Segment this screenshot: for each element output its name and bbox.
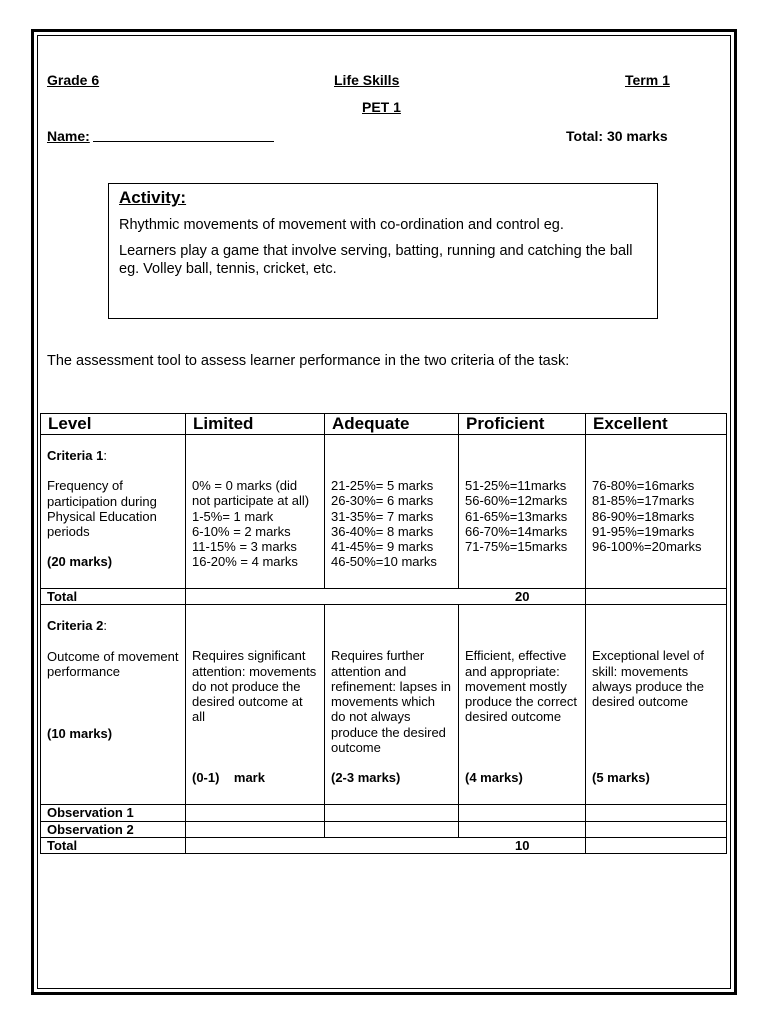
criteria-2-title: Criteria 2: [47,618,107,634]
proficient-band: 66-70%=14marks [465,523,568,539]
header-level: Level [41,414,186,435]
criteria-2-marks: (10 marks) [47,726,113,742]
adequate-band: 41-45%= 9 marks [331,539,434,555]
excellent-descriptor: Exceptional level of skill: movements always produce the desired outcome [592,648,705,710]
excellent-band: 76-80%=16marks [592,478,695,493]
criteria-2-row [41,605,727,805]
criteria-1-total-blank[interactable] [586,589,727,605]
criteria-1-excellent [586,435,727,589]
adequate-descriptor: Requires further attention and refinement: lapses in movements which do not always produce the desired outcome [331,648,451,756]
activity-title: Activity: [119,188,187,207]
observation-1-cell[interactable] [586,805,727,821]
adequate-band: 21-25%= 5 marks [331,478,434,493]
limited-band: 1-5%= 1 mark [192,508,274,524]
criteria-1-proficient [459,435,586,589]
criteria-1-limited [186,435,325,589]
total-marks: Total: 30 marks [566,128,668,144]
limited-band: 11-15% = 3 marks [192,539,297,555]
observation-2-cell[interactable] [325,821,459,837]
observation-1-cell[interactable] [459,805,586,821]
observation-2-cell[interactable] [459,821,586,837]
subject-label: Life Skills [334,72,400,88]
observation-1-row [41,805,727,821]
criteria-2-limited [186,605,325,805]
observation-1-cell[interactable] [325,805,459,821]
criteria-1-marks: (20 marks) [47,554,113,570]
excellent-band: 91-95%=19marks [592,523,695,539]
adequate-band: 36-40%= 8 marks [331,523,434,539]
criteria-2-cell [41,605,186,805]
criteria-2-description: Outcome of movement performance [47,648,179,679]
header-row [41,414,727,435]
excellent-band: 81-85%=17marks [592,493,695,509]
observation-1-cell[interactable] [186,805,325,821]
proficient-descriptor: Efficient, effective and appropriate: movement mostly produce the correct desired outcome [465,648,578,725]
criteria-1-description: Frequency of participation during Physical Education periods [47,478,157,540]
excellent-band: 96-100%=20marks [592,539,702,555]
limited-band: 16-20% = 4 marks [192,554,298,570]
criteria-2-total-value: 10 [186,837,586,853]
adequate-band: 26-30%= 6 marks [331,493,434,509]
criteria-2-proficient [459,605,586,805]
criteria-2-excellent [586,605,727,805]
header-adequate: Adequate [325,414,459,435]
criteria-2-total-row [41,837,727,853]
criteria-1-row [41,435,727,589]
activity-line-1: Rhythmic movements of movement with co-ordination and control eg. [119,217,564,233]
proficient-band: 51-25%=11marks [465,478,567,493]
limited-marks: (0-1) mark [192,770,265,786]
criteria-1-total-label: Total [41,589,186,605]
header-excellent: Excellent [586,414,727,435]
observation-2-cell[interactable] [186,821,325,837]
adequate-band: 46-50%=10 marks [331,554,437,570]
criteria-1-total-value: 20 [186,589,586,605]
excellent-band: 86-90%=18marks [592,508,695,524]
criteria-2-total-label: Total [41,837,186,853]
activity-box [108,183,658,319]
grade-label: Grade 6 [47,72,100,88]
task-label: PET 1 [362,99,401,115]
proficient-band: 71-75%=15marks [465,539,568,555]
header-proficient: Proficient [459,414,586,435]
limited-descriptor: Requires significant attention: movements do not produce the desired outcome at all [192,648,317,725]
limited-band: 6-10% = 2 marks [192,523,291,539]
assessment-rubric-table [40,413,727,854]
criteria-1-adequate [325,435,459,589]
proficient-marks: (4 marks) [465,770,523,786]
criteria-2-total-blank[interactable] [586,837,727,853]
header-limited: Limited [186,414,325,435]
term-label: Term 1 [625,72,670,88]
adequate-band: 31-35%= 7 marks [331,508,434,524]
excellent-marks: (5 marks) [592,770,650,786]
observation-1-label: Observation 1 [41,805,186,821]
criteria-2-adequate [325,605,459,805]
name-label: Name: [47,128,90,144]
intro-text: The assessment tool to assess learner performance in the two criteria of the task: [47,353,570,369]
criteria-1-cell [41,435,186,589]
name-field[interactable] [93,141,274,142]
adequate-marks: (2-3 marks) [331,770,401,786]
observation-2-row [41,821,727,837]
limited-band: 0% = 0 marks (did not participate at all) [192,478,310,509]
observation-2-cell[interactable] [586,821,727,837]
proficient-band: 56-60%=12marks [465,493,568,509]
observation-2-label: Observation 2 [41,821,186,837]
criteria-1-title: Criteria 1: [47,448,107,463]
proficient-band: 61-65%=13marks [465,508,568,524]
activity-line-2: Learners play a game that involve serving, batting, running and catching the ball eg. Volley ball, tennis, cricket, etc. [119,243,633,277]
criteria-1-total-row [41,589,727,605]
